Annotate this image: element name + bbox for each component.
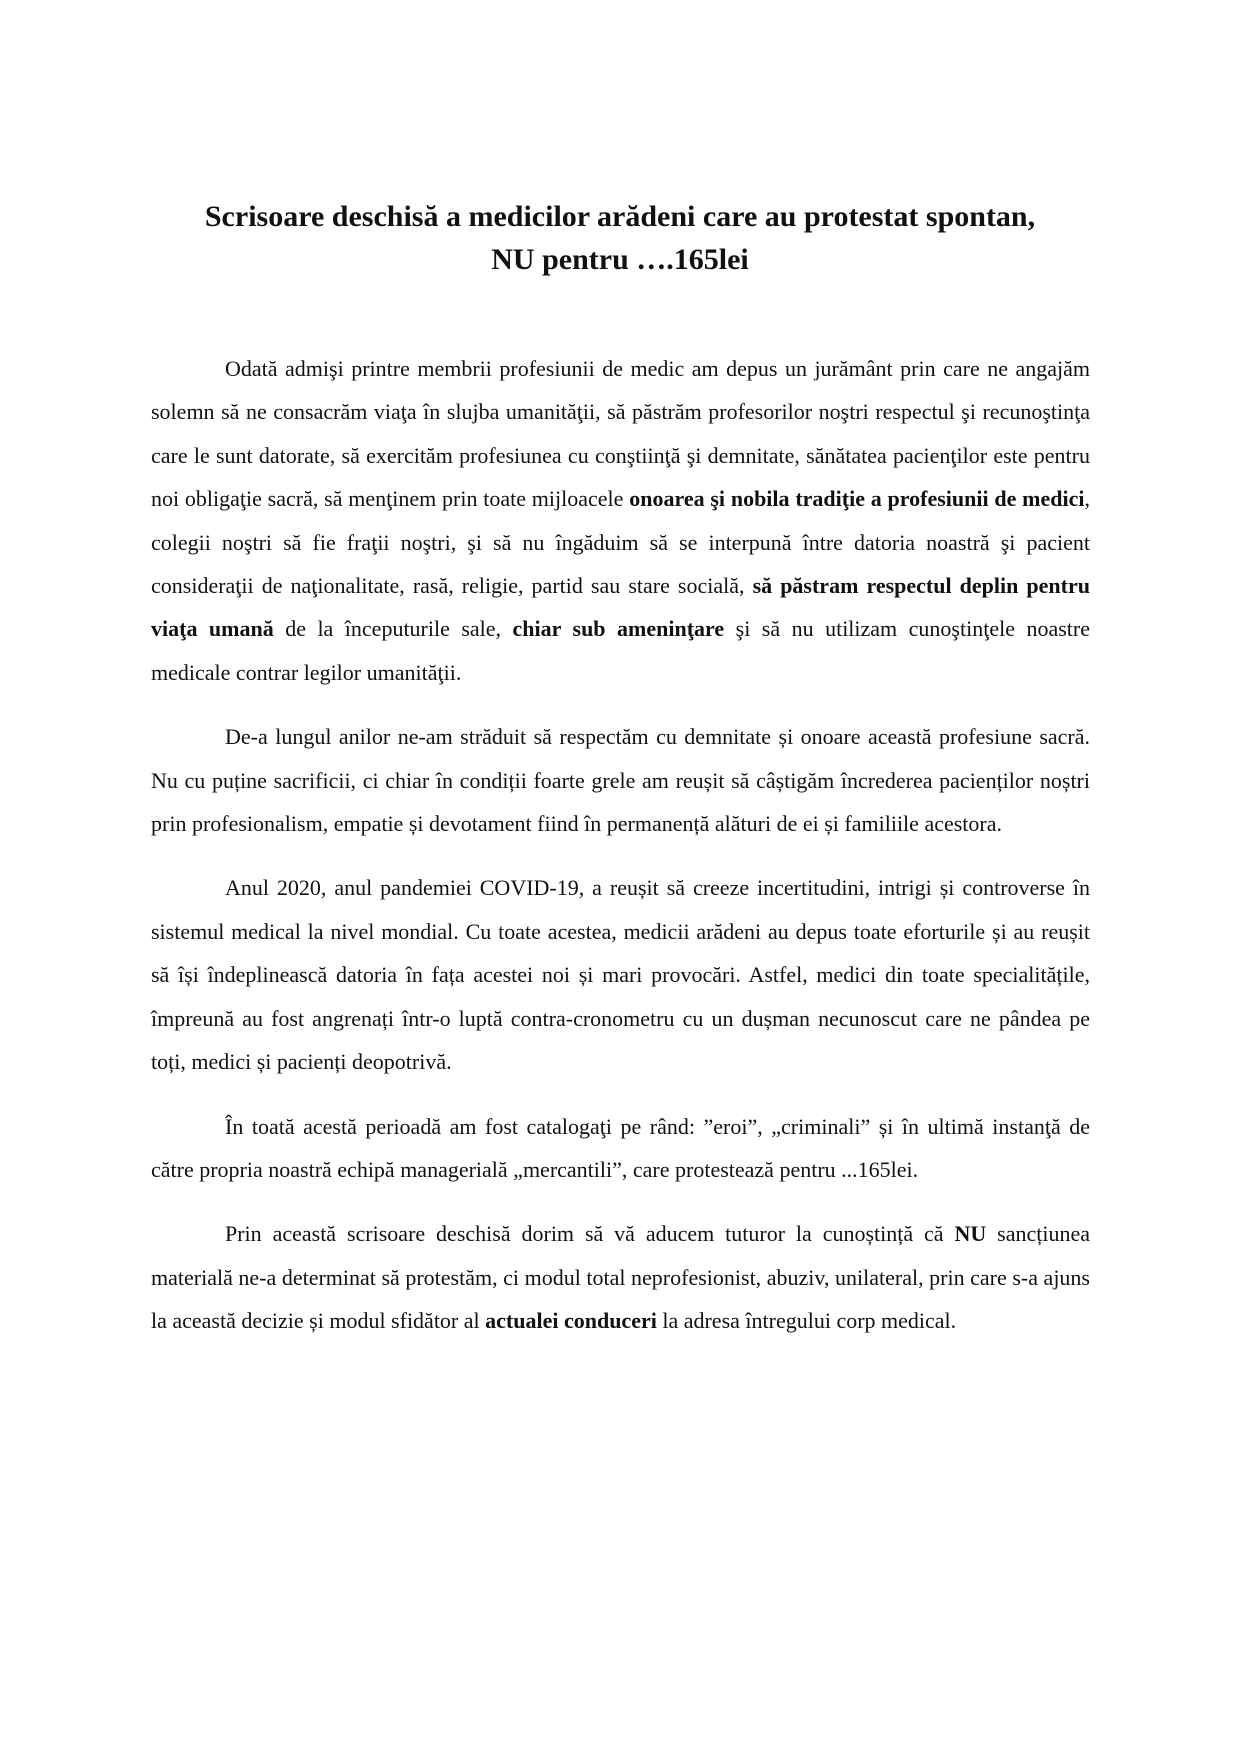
text-run: şi să nu utilizam cunoştinţele noastre medicale contrar legilor umanităţii. [151,616,1090,685]
bold-run: actualei conduceri [485,1308,657,1334]
bold-run: NU [954,1221,987,1247]
bold-run: chiar sub ameninţare [512,616,725,642]
text-run: Odată admişi printre membrii profesiunii de medic am depus un jurământ prin care ne angajăm solemn să ne consacrăm viaţa în slujba umanităţii, să păstrăm profesorilor noştri respectul şi recunoştinţa care le sunt datorate, să exercităm profesiunea cu conştiinţă şi demnitate, sănătatea pacienţilor este pentru noi obligaţie sacră, să menţinem prin toate mijloacele [151,356,1090,512]
title-line-2: NU pentru ….165lei [491,243,749,276]
paragraph-labels [151,1105,1090,1192]
bold-run: să păstram respectul deplin pentru viaţa umană [151,573,1090,642]
text-run: De-a lungul anilor ne-am străduit să respectăm cu demnitate și onoare această profesiune sacră. Nu cu puține sacrificii, ci chiar în condiții foarte grele am reușit să câștigăm încrederea pacienților noștri prin profesionalism, empatie și devotament fiind în permanență alături de ei și familiile acestora. [151,724,1090,837]
text-run: la adresa întregului corp medical. [656,1308,957,1334]
text-run: În toată acestă perioadă am fost catalogaţi pe rând: ”eroi”, „criminali” și în ultimă instanţă de către propria noastră echipă managerială „mercantili”, care protestează pentru ...165lei. [151,1113,1090,1182]
letter-body [151,347,1090,1364]
text-run: , colegii noştri să fie fraţii noştri, şi să nu îngăduim să se interpună între datoria noastră şi pacient consideraţii de naţionalitate, rasă, religie, partid sau stare socială, [151,486,1091,599]
paragraph-pandemic [151,866,1090,1083]
paragraph-purpose [151,1212,1090,1342]
document-title [120,195,1120,281]
paragraph-oath [151,347,1090,694]
text-run: Prin această scrisoare deschisă dorim să vă aducem tuturor la cunoștință că [225,1221,955,1247]
text-run: Anul 2020, anul pandemiei COVID-19, a reușit să creeze incertitudini, intrigi și controverse în sistemul medical la nivel mondial. Cu toate acestea, medicii arădeni au depus toate eforturile și au reușit să își îndeplinească datoria în fața acestei noi și mari provocări. Astfel, medici din toate specialitățile, împreună au fost angrenați într-o luptă contra-cronometru cu un dușman necunoscut care ne pândea pe toți, medici și pacienți deopotrivă. [151,875,1090,1075]
bold-run: onoarea şi nobila tradiţie a profesiunii de medici [629,486,1085,512]
text-run: de la începuturile sale, [273,616,513,642]
title-line-1: Scrisoare deschisă a medicilor arădeni care au protestat spontan, [204,200,1036,233]
paragraph-dedication [151,715,1090,845]
text-run: sancțiunea materială ne-a determinat să protestăm, ci modul total neprofesionist, abuziv, unilateral, prin care s-a ajuns la această decizie și modul sfidător al [151,1221,1090,1334]
